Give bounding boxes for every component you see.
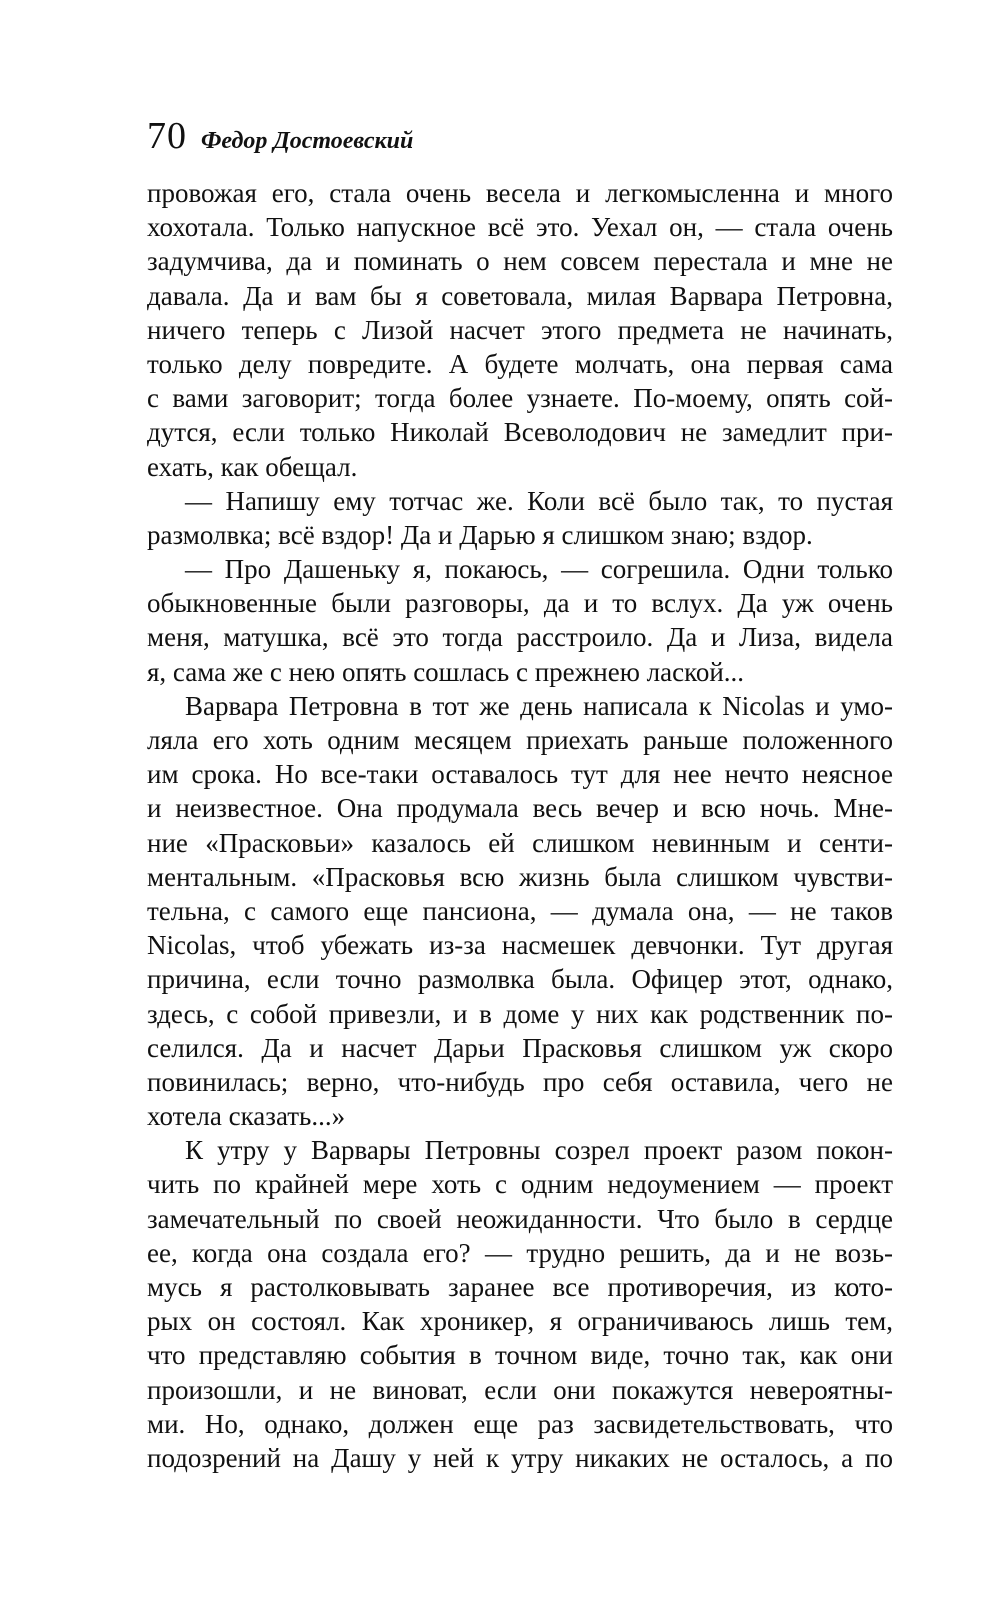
text-line: селился. Да и насчет Дарьи Прасковья слишком уж скоро — [147, 1032, 893, 1063]
text-line: меня, матушка, всё это тогда расстроило. Да и Лиза, видела — [147, 622, 893, 653]
text-line: ее, когда она создала его? — трудно решить, да и не возь- — [147, 1237, 893, 1268]
text-line: что представляю события в точном виде, точно так, как они — [147, 1340, 893, 1371]
text-line: дутся, если только Николай Всеволодович не замедлит при- — [147, 417, 893, 448]
text-line: произошли, и не виноват, если они покажутся невероятны- — [147, 1374, 893, 1405]
text-line: давала. Да и вам бы я советовала, милая Варвара Петровна, — [147, 280, 893, 311]
text-line: обыкновенные были разговоры, да и то вслух. Да уж очень — [147, 588, 893, 619]
text-line: рых он состоял. Как хроникер, я ограничиваюсь лишь тем, — [147, 1306, 893, 1337]
text-line: ляла его хоть одним месяцем приехать раньше положенного — [147, 725, 893, 755]
text-line: тельна, с самого еще пансиона, — думала она, — не таков — [147, 895, 893, 926]
text-line: и неизвестное. Она продумала весь вечер и всю ночь. Мне- — [147, 793, 893, 824]
text-line: — Про Дашеньку я, покаюсь, — согрешила. Одни только — [185, 554, 893, 585]
text-line: Nicolas, чтоб убежать из-за насмешек девчонки. Тут другая — [147, 930, 893, 961]
text-line: ми. Но, однако, должен еще раз засвидетельствовать, что — [147, 1408, 893, 1439]
text-line: провожая его, стала очень весела и легкомысленна и много — [147, 178, 893, 208]
text-line: замечательный по своей неожиданности. Что было в сердце — [147, 1203, 893, 1234]
running-head — [147, 112, 413, 160]
text-line: чить по крайней мере хоть с одним недоумением — проект — [147, 1169, 893, 1200]
text-line: К утру у Варвары Петровны созрел проект разом покон- — [185, 1135, 893, 1166]
running-head-author: Федор Достоевский — [201, 128, 414, 154]
text-line: только делу повредите. А будете молчать, она первая сама — [147, 348, 893, 379]
text-line: — Напишу ему тотчас же. Коли всё было так, то пустая — [185, 485, 893, 516]
body-text — [147, 176, 893, 1475]
text-line: я, сама же с нею опять сошлась с прежнею лаской... — [147, 656, 745, 687]
text-line: причина, если точно размолвка была. Офицер этот, однако, — [147, 964, 893, 995]
text-line: им срока. Но все-таки оставалось тут для нее нечто неясное — [147, 759, 893, 790]
text-line: здесь, с собой привезли, и в доме у них как родственник по- — [147, 998, 893, 1029]
text-line: задумчива, да и поминать о нем совсем перестала и мне не — [147, 246, 893, 277]
text-line: хохотала. Только напускное всё это. Уехал он, — стала очень — [147, 212, 893, 243]
text-line: ментальным. «Прасковья всю жизнь была слишком чувстви- — [147, 861, 893, 892]
text-line: хотела сказать...» — [147, 1101, 346, 1132]
text-line: ехать, как обещал. — [147, 451, 358, 482]
text-line: повинилась; верно, что-нибудь про себя оставила, чего не — [147, 1066, 893, 1097]
text-line: ние «Прасковьи» казалось ей слишком невинным и сенти- — [147, 827, 893, 858]
text-line: с вами заговорит; тогда более узнаете. По-моему, опять сой- — [147, 383, 893, 414]
text-line: ничего теперь с Лизой насчет этого предмета не начинать, — [147, 314, 893, 345]
page-number: 70 — [147, 115, 187, 157]
text-line: мусь я растолковывать заранее все противоречия, из кото- — [147, 1272, 893, 1302]
text-line: подозрений на Дашу у ней к утру никаких не осталось, а по — [147, 1442, 893, 1473]
text-line: Варвара Петровна в тот же день написала к Nicolas и умо- — [185, 690, 893, 721]
text-line: размолвка; всё вздор! Да и Дарью я слишком знаю; вздор. — [147, 519, 813, 550]
